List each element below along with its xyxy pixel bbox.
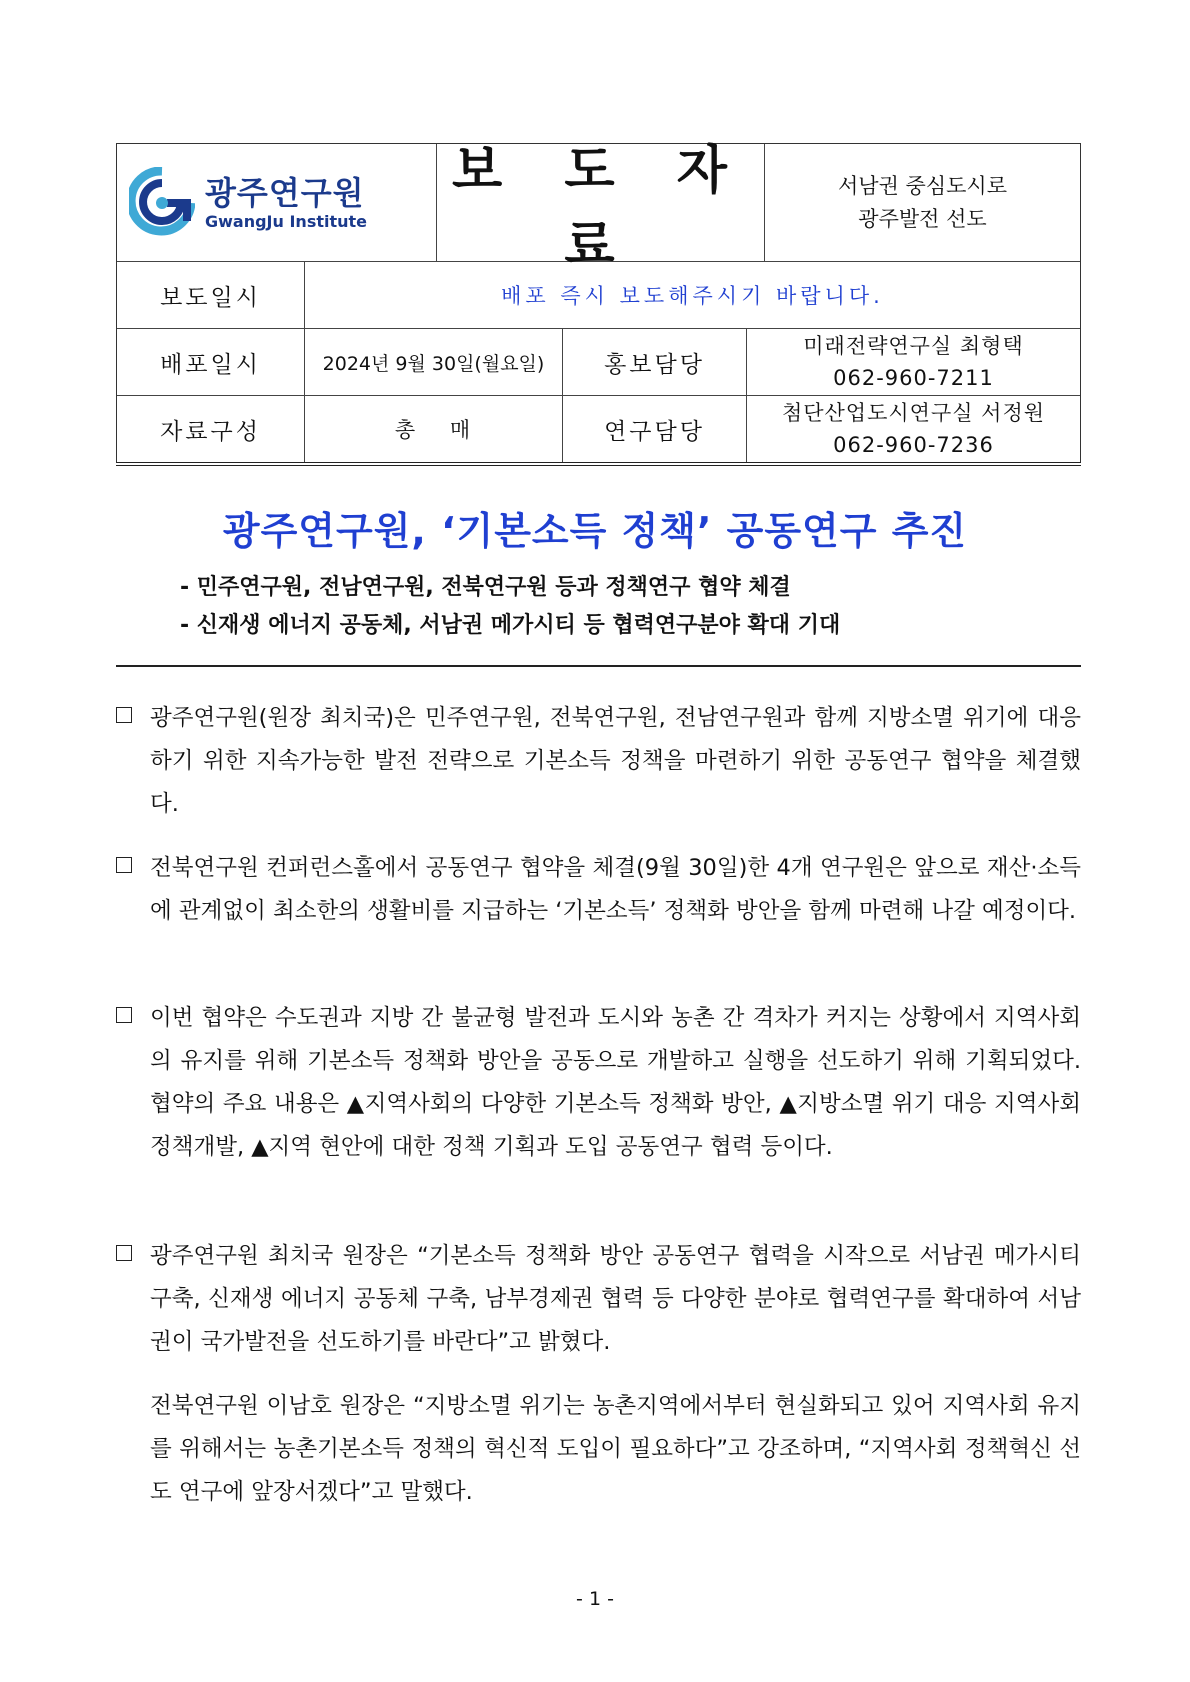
document-title: 보 도 자 료 [437,144,765,261]
paragraph-text: 전북연구원 이남호 원장은 “지방소멸 위기는 농촌지역에서부터 현실화되고 있어 지역사회 유지를 위해서는 농촌기본소득 정책의 혁신적 도입이 필요하다”고 강조하며, “지역사회 정책혁신 선도 연구에 앞장서겠다”고 말했다. [150,1393,1081,1505]
header-table [116,140,1081,463]
slogan-line-2: 광주발전 선도 [858,206,987,231]
composition-value: 총 매 [305,396,563,462]
research-label: 연구담당 [563,396,747,462]
paragraph-1 [116,697,1081,826]
section-rule [116,665,1081,667]
research-contact-name: 첨단산업도시연구실 서정원 [781,401,1046,425]
pr-contact-name: 미래전략연구실 최형택 [803,334,1024,358]
checkbox-bullet-icon [116,1007,132,1023]
subhead-1: - 민주연구원, 전남연구원, 전북연구원 등과 정책연구 협약 체결 [180,575,791,600]
page-number: - 1 - [576,1588,614,1610]
paragraph-2 [116,847,1081,933]
release-value: 배포 즉시 보도해주시기 바랍니다. [501,284,884,308]
slogan-line-1: 서남권 중심도시로 [838,173,1007,198]
research-contact-phone: 062-960-7236 [833,433,994,457]
paragraph-3 [116,997,1081,1169]
header-divider [116,462,1081,466]
logo-wordmark [205,174,367,232]
paragraph-5 [116,1385,1081,1514]
release-label: 보도일시 [117,262,305,328]
header-top-row [117,140,1080,276]
logo-name-en: GwangJu Institute [205,211,368,231]
paragraph-text: 이번 협약은 수도권과 지방 간 불균형 발전과 도시와 농촌 간 격차가 커지는 상황에서 지역사회의 유지를 위해 기본소득 정책화 방안을 공동으로 개발하고 실행을 선도하기 위해 기획되었다. 협약의 주요 내용은 ▲지역사회의 다양한 기본소득 정책화 방안, ▲지방소멸 위기 대응 지역사회 정책개발, ▲지역 현안에 대한 정책 기획과 도입 공동연구 협력 등이다. [150,1005,1081,1160]
logo-block [117,144,437,261]
logo-name-kr: 광주연구원 [205,173,365,212]
subhead-2: - 신재생 에너지 공동체, 서남권 메가시티 등 협력연구분야 확대 기대 [180,613,841,638]
paragraph-4 [116,1235,1081,1364]
paragraph-text: 광주연구원(원장 최치국)은 민주연구원, 전북연구원, 전남연구원과 함께 지방소멸 위기에 대응하기 위한 지속가능한 발전 전략으로 기본소득 정책을 마련하기 위한 공동연구 협약을 체결했다. [150,705,1081,817]
research-contact [747,396,1080,462]
paragraph-text: 전북연구원 컨퍼런스홀에서 공동연구 협약을 체결(9월 30일)한 4개 연구원은 앞으로 재산·소득에 관계없이 최소한의 생활비를 지급하는 ‘기본소득’ 정책화 방안을 함께 마련해 나갈 예정이다. [150,855,1081,924]
pr-contact [747,329,1080,395]
slogan [765,144,1080,261]
checkbox-bullet-icon [116,1245,132,1261]
checkbox-bullet-icon [116,707,132,723]
release-row [117,262,1080,329]
pr-contact-phone: 062-960-7211 [833,366,994,390]
checkbox-bullet-icon [116,857,132,873]
composition-label: 자료구성 [117,396,305,462]
distribution-label: 배포일시 [117,329,305,395]
pr-label: 홍보담당 [563,329,747,395]
gwangju-institute-logo-icon [129,167,195,239]
composition-row [117,396,1080,463]
distribution-row [117,329,1080,396]
distribution-value: 2024년 9월 30일(월요일) [305,329,563,395]
headline: 광주연구원, ‘기본소득 정책’ 공동연구 추진 [222,509,968,553]
paragraph-text: 광주연구원 최치국 원장은 “기본소득 정책화 방안 공동연구 협력을 시작으로 서남권 메가시티 구축, 신재생 에너지 공동체 구축, 남부경제권 협력 등 다양한 분야로 협력연구를 확대하여 서남권이 국가발전을 선도하기를 바란다”고 밝혔다. [150,1243,1081,1355]
